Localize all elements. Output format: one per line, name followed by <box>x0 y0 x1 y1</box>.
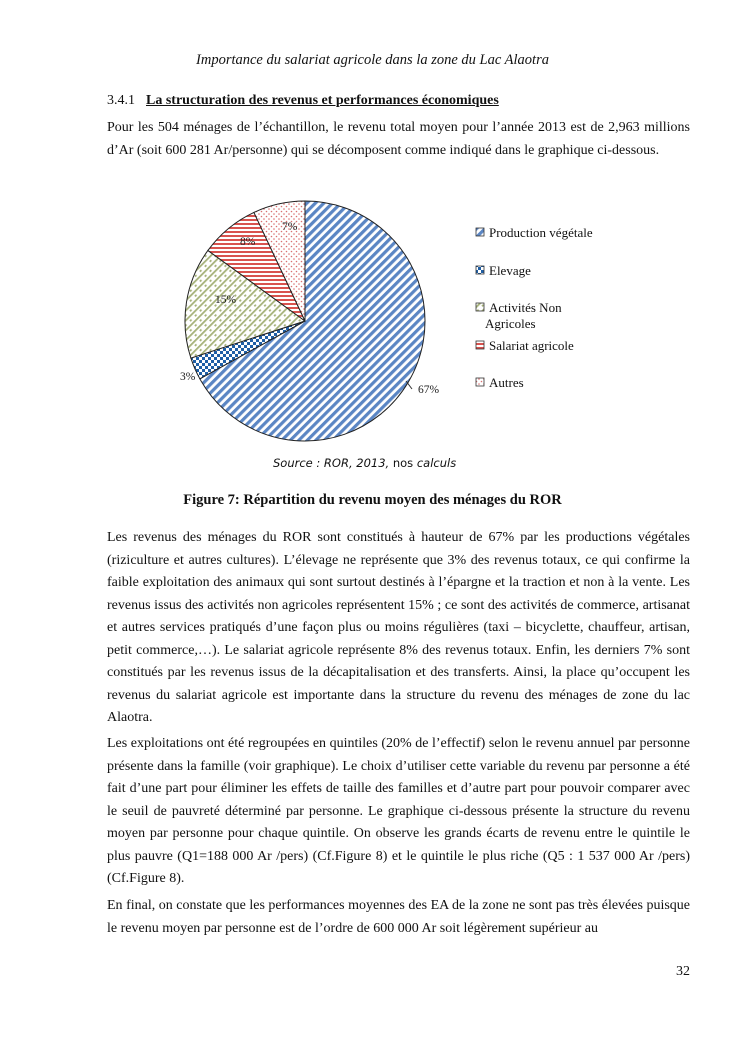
section-heading <box>107 93 499 109</box>
legend-swatch <box>476 228 484 236</box>
running-header: Importance du salariat agricole dans la zone du Lac Alaotra <box>196 52 549 68</box>
figure-source <box>273 456 456 470</box>
legend-swatch <box>476 378 484 386</box>
paragraph-intro: Pour les 504 ménages de l’échantillon, le revenu total moyen pour l’année 2013 est de 2,963 millions d’Ar (soit 600 281 Ar/personne) qui se décomposent comme indiqué dans le graphique ci-dessous. <box>107 120 690 158</box>
section-title: La structuration des revenus et performances économiques <box>146 93 499 108</box>
pie-data-label: 3% <box>180 371 196 383</box>
legend-swatch <box>476 266 484 274</box>
page-number: 32 <box>676 964 690 979</box>
pie-data-label: 7% <box>282 221 298 233</box>
pie-chart-svg <box>160 195 630 450</box>
legend-swatch <box>476 303 484 311</box>
legend-label-continued: Agricoles <box>485 316 536 331</box>
legend-label: Production végétale <box>489 225 593 240</box>
paragraph-quintiles: Les exploitations ont été regroupées en quintiles (20% de l’effectif) selon le revenu annuel par personne présente dans la famille (voir graphique). Le choix d’utiliser cette variable du revenu par personne a été fait d’une part pour éliminer les effets de taille des familles et d’autre part pour pouvoir comparer avec le seuil de pauvreté déterminé par personne. Le graphique ci-dessous présente la structure du revenu moyen par personne pour chaque quintile. On observe les grands écarts de revenu entre le quintile le plus pauvre (Q1=188 000 Ar /pers) (Cf.Figure 8) et le quintile le plus riche (Q5 : 1 537 000 Ar /pers) (Cf.Figure 8). <box>107 736 690 886</box>
legend-swatch <box>476 341 484 349</box>
paragraph-conclusion: En final, on constate que les performances moyennes des EA de la zone ne sont pas très élevées puisque le revenu moyen par personne est de l’ordre de 600 000 Ar soit légèrement supérieur au <box>107 898 690 936</box>
legend-label: Elevage <box>489 263 531 278</box>
pie-data-label: 67% <box>418 384 440 396</box>
legend-label: Autres <box>489 375 524 390</box>
legend-label: Activités Non <box>489 300 562 315</box>
section-number: 3.4.1 <box>107 93 135 108</box>
figure-caption: Figure 7: Répartition du revenu moyen des ménages du ROR <box>183 492 562 508</box>
pie-data-label: 15% <box>215 294 237 306</box>
paragraph-analysis: Les revenus des ménages du ROR sont constitués à hauteur de 67% par les productions végétales (riziculture et autres cultures). L’élevage ne représente que 3% des revenus totaux, ce qui confirme la faible exploitation des animaux qui sont surtout destinés à l’épargne et la traction et non à la vente. Les revenus issus des activités non agricoles représentent 15% ; ce sont des activités de commerce, artisanat et autres services pratiqués d’une façon plus ou moins régulières (taxi – bicyclette, chauffeur, artisan, petit commerce,…). Le salariat agricole représente 8% des revenus totaux. Enfin, les derniers 7% sont constitués par les revenus issus de la décapitalisation et des transferts. Ainsi, la place qu’occupent les revenus du salariat agricole est importante dans la structure du revenu des ménages de zone du lac Alaotra. <box>107 530 690 725</box>
pie-data-label: 8% <box>240 236 256 248</box>
legend-label: Salariat agricole <box>489 338 574 353</box>
source-prefix: Source : ROR, 2013, <box>273 456 393 470</box>
source-italic-word: nos <box>392 456 414 470</box>
source-suffix: calculs <box>413 456 457 470</box>
pie-chart <box>160 195 630 455</box>
